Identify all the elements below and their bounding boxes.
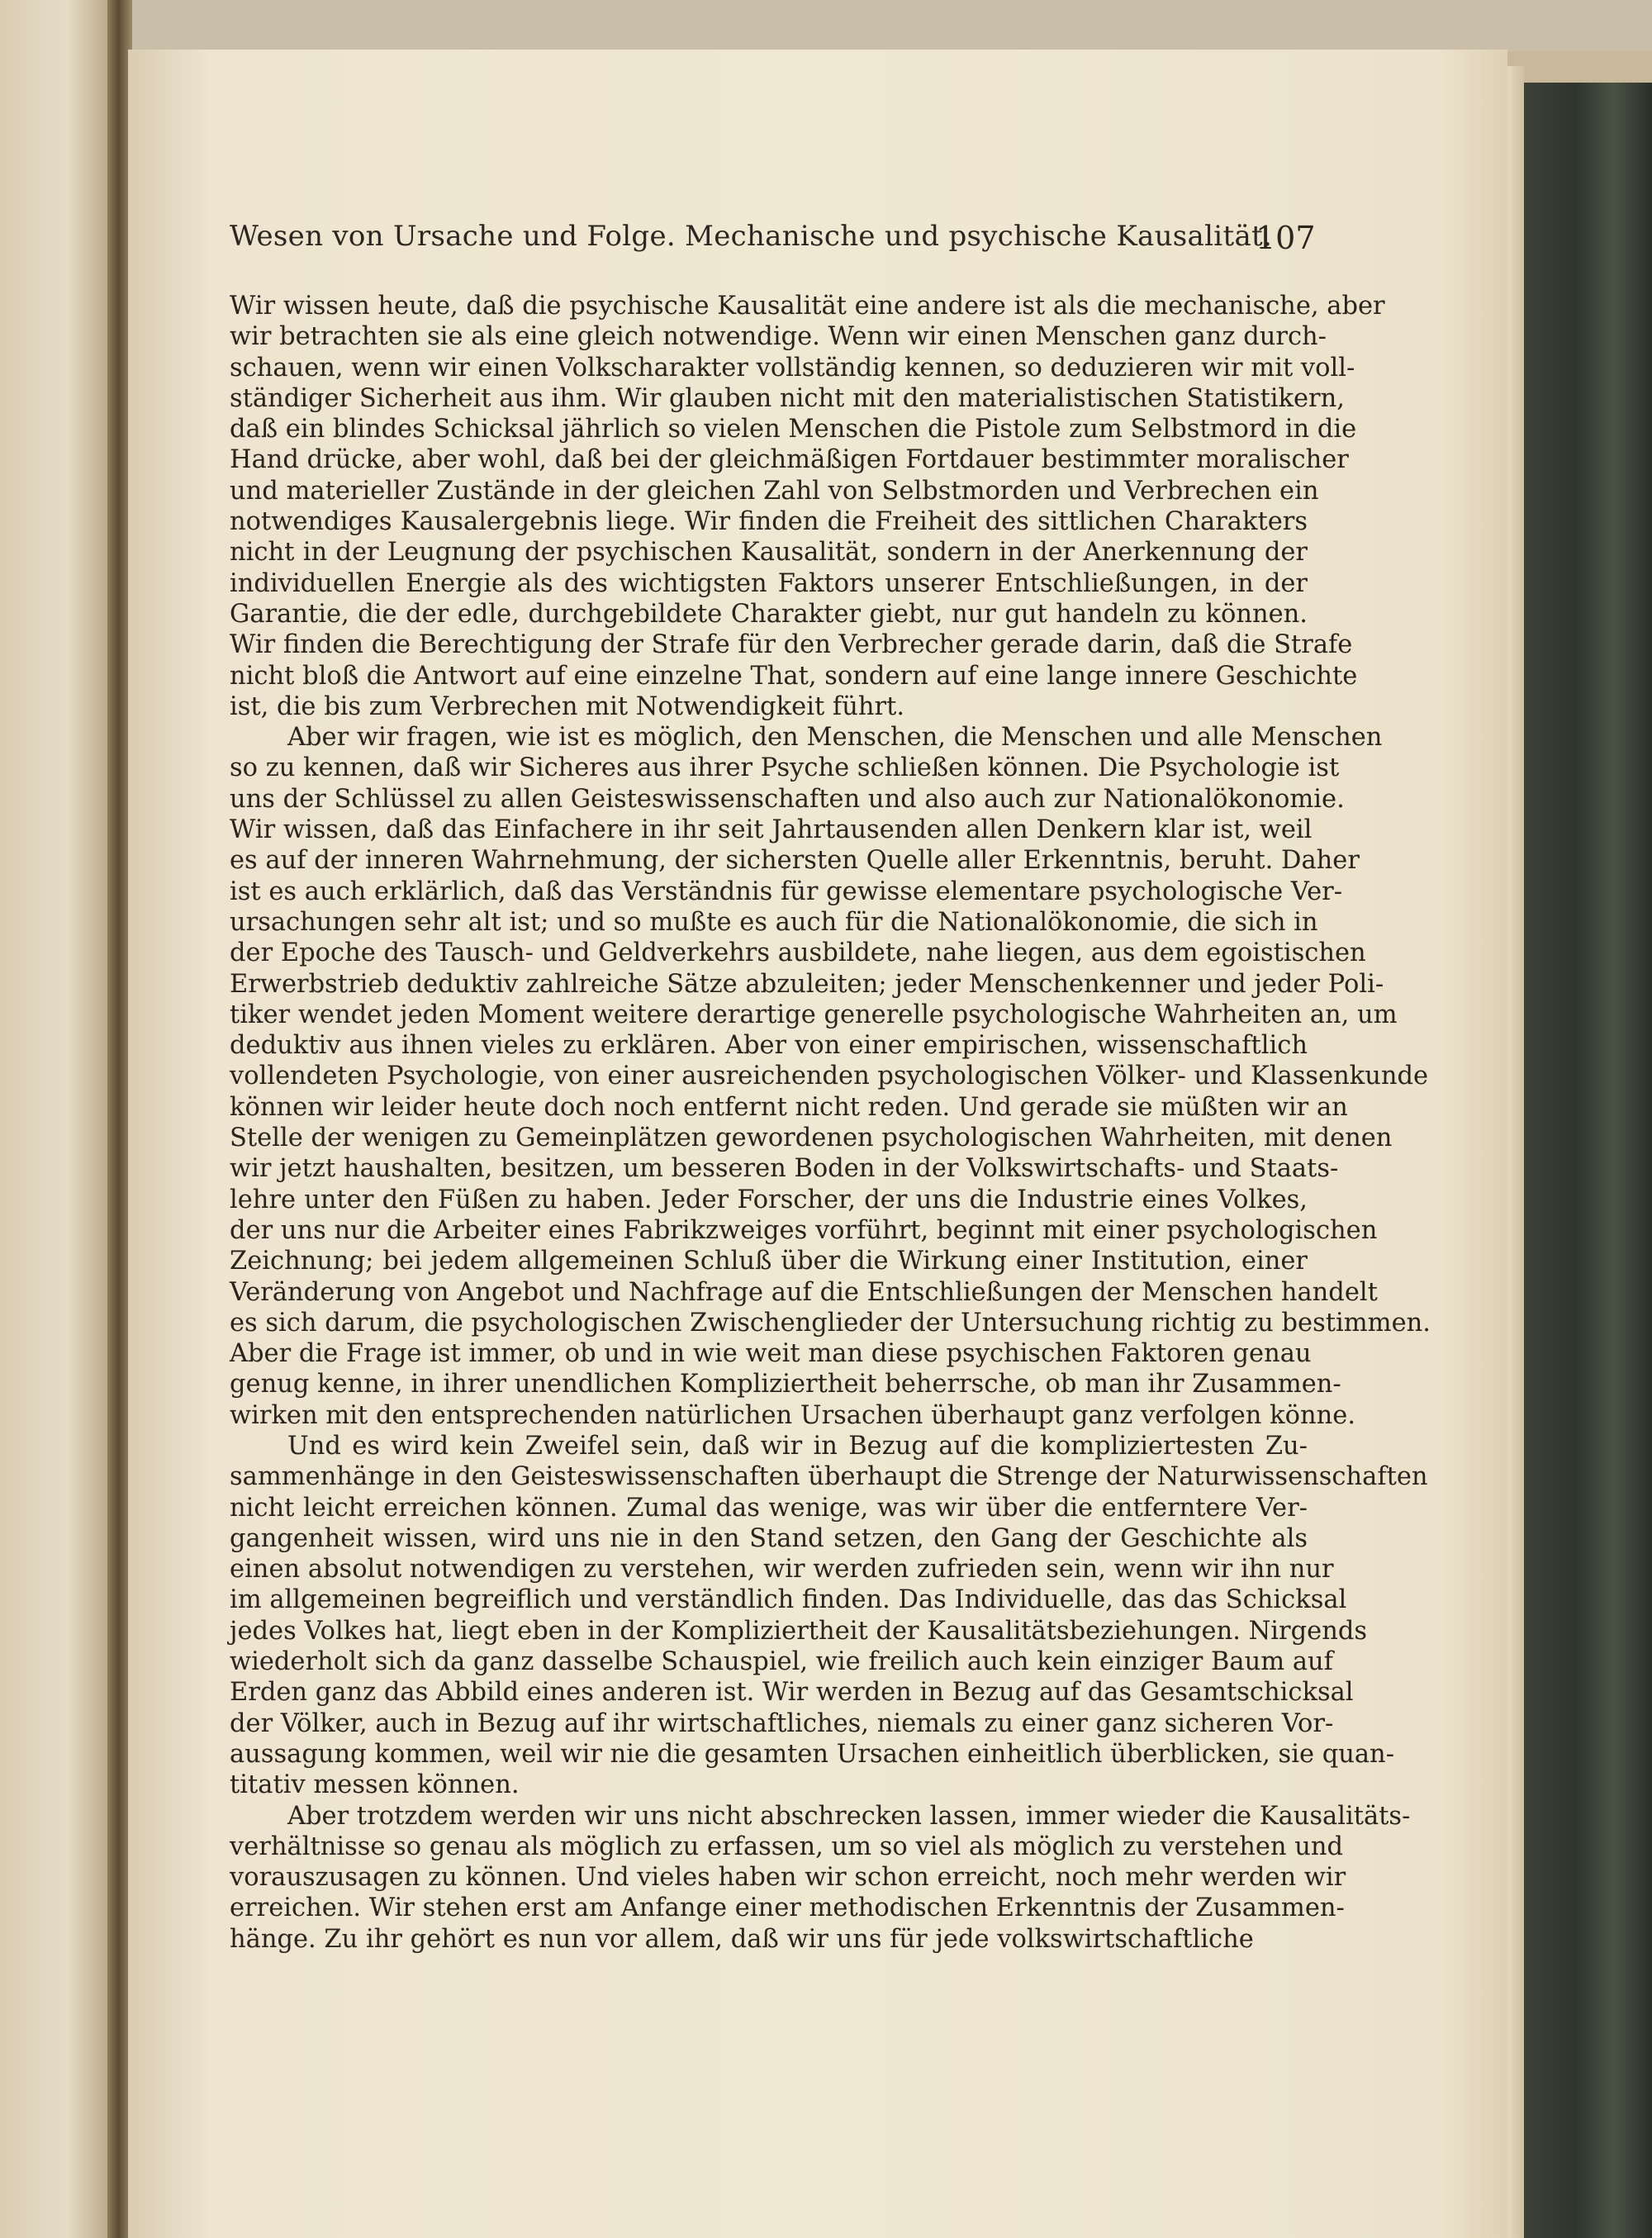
scan-background-top — [132, 0, 1652, 51]
text-line: genug kenne, in ihrer unendlichen Kompliziertheit beherrsche, ob man ihr Zusammen- — [230, 1370, 1341, 1399]
text-line: Veränderung von Angebot und Nachfrage auf die Entschließungen der Menschen handelt — [230, 1277, 1378, 1307]
facing-page-edge — [0, 0, 112, 2238]
text-line: ursachungen sehr alt ist; und so mußte es auch für die Nationalökonomie, die sich in — [230, 907, 1318, 937]
text-line: individuellen Energie als des wichtigsten Faktors unserer Entschließungen, in der — [230, 568, 1308, 598]
text-line: Und es wird kein Zweifel sein, daß wir in Bezug auf die kompliziertesten Zu- — [287, 1431, 1308, 1461]
text-line: lehre unter den Füßen zu haben. Jeder Forscher, der uns die Industrie eines Volkes, — [230, 1185, 1308, 1214]
text-line: wiederholt sich da ganz dasselbe Schauspiel, wie freilich auch kein einziger Baum auf — [230, 1647, 1333, 1677]
book-cover-edge — [1524, 83, 1652, 2238]
text-line: Erwerbstrieb deduktiv zahlreiche Sätze abzuleiten; jeder Menschenkenner und jeder Poli- — [230, 969, 1384, 999]
text-line: vorauszusagen zu können. Und vieles haben wir schon erreicht, noch mehr werden wir — [230, 1863, 1346, 1893]
text-line: sammenhänge in den Geisteswissenschaften überhaupt die Strenge der Naturwissenschaften — [230, 1462, 1428, 1492]
text-line: daß ein blindes Schicksal jährlich so vielen Menschen die Pistole zum Selbstmord in die — [230, 415, 1357, 444]
text-line: wir betrachten sie als eine gleich notwendige. Wenn wir einen Menschen ganz durch- — [230, 322, 1327, 352]
text-line: ständiger Sicherheit aus ihm. Wir glauben nicht mit den materialistischen Statistikern, — [230, 383, 1345, 413]
text-line: nicht in der Leugnung der psychischen Kausalität, sondern in der Anerkennung der — [230, 538, 1308, 568]
text-line: der Epoche des Tausch- und Geldverkehrs ausbildete, nahe liegen, aus dem egoistischen — [230, 938, 1366, 968]
text-line: ist, die bis zum Verbrechen mit Notwendigkeit führt. — [230, 691, 905, 721]
text-line: Garantie, die der edle, durchgebildete Charakter giebt, nur gut handeln zu können. — [230, 599, 1308, 629]
text-line: deduktiv aus ihnen vieles zu erklären. Aber von einer empirischen, wissenschaftlich — [230, 1031, 1308, 1061]
page-number: 107 — [1256, 220, 1316, 256]
text-line: tiker wendet jeden Moment weitere derartige generelle psychologische Wahrheiten an, um — [230, 1000, 1398, 1029]
text-line: uns der Schlüssel zu allen Geisteswissenschaften und also auch zur Nationalökonomie. — [230, 784, 1345, 814]
text-line: Hand drücke, aber wohl, daß bei der gleichmäßigen Fortdauer bestimmter moralischer — [230, 445, 1349, 475]
text-line: Aber wir fragen, wie ist es möglich, den Menschen, die Menschen und alle Menschen — [287, 723, 1383, 753]
text-line: Stelle der wenigen zu Gemeinplätzen gewordenen psychologischen Wahrheiten, mit denen — [230, 1124, 1393, 1153]
text-line: es auf der inneren Wahrnehmung, der sichersten Quelle aller Erkenntnis, beruht. Daher — [230, 846, 1360, 876]
text-line: wir jetzt haushalten, besitzen, um besseren Boden in der Volkswirtschafts- und Staats- — [230, 1154, 1339, 1184]
text-line: Wir finden die Berechtigung der Strafe für den Verbrecher gerade darin, daß die Strafe — [230, 630, 1353, 660]
body-text — [230, 291, 1431, 1955]
text-line: nicht bloß die Antwort auf eine einzelne That, sondern auf eine lange innere Geschichte — [230, 661, 1358, 691]
text-line: einen absolut notwendigen zu verstehen, wir werden zufrieden sein, wenn wir ihn nur — [230, 1555, 1334, 1585]
text-line: Aber trotzdem werden wir uns nicht abschrecken lassen, immer wieder die Kausalitäts- — [287, 1801, 1411, 1831]
text-line: können wir leider heute doch noch entfernt nicht reden. Und gerade sie müßten wir an — [230, 1092, 1348, 1122]
text-line: und materieller Zustände in der gleichen Zahl von Selbstmorden und Verbrechen ein — [230, 476, 1319, 506]
text-line: schauen, wenn wir einen Volkscharakter vollständig kennen, so deduzieren wir mit voll- — [230, 353, 1355, 383]
text-line: gangenheit wissen, wird uns nie in den Stand setzen, den Gang der Geschichte als — [230, 1523, 1308, 1553]
text-line: Wir wissen, daß das Einfachere in ihr seit Jahrtausenden allen Denkern klar ist, weil — [230, 815, 1313, 845]
text-line: aussagung kommen, weil wir nie die gesamten Ursachen einheitlich überblicken, sie quan- — [230, 1739, 1394, 1769]
text-line: erreichen. Wir stehen erst am Anfange einer methodischen Erkenntnis der Zusammen- — [230, 1894, 1345, 1923]
text-line: im allgemeinen begreiflich und verständlich finden. Das Individuelle, das das Schicksal — [230, 1585, 1347, 1615]
page-edge — [1507, 66, 1524, 2238]
text-line: Erden ganz das Abbild eines anderen ist. Wir werden in Bezug auf das Gesamtschicksal — [230, 1678, 1354, 1708]
text-line: titativ messen können. — [230, 1770, 520, 1800]
text-line: Wir wissen heute, daß die psychische Kausalität eine andere ist als die mechanische, aber — [230, 292, 1385, 321]
text-line: verhältnisse so genau als möglich zu erfassen, um so viel als möglich zu verstehen und — [230, 1832, 1344, 1861]
text-line: ist es auch erklärlich, daß das Verständnis für gewisse elementare psychologische Ver- — [230, 877, 1343, 906]
text-line: wirken mit den entsprechenden natürlichen Ursachen überhaupt ganz verfolgen könne. — [230, 1400, 1356, 1430]
text-line: nicht leicht erreichen können. Zumal das wenige, was wir über die entferntere Ver- — [230, 1493, 1308, 1523]
text-line: jedes Volkes hat, liegt eben in der Kompliziertheit der Kausalitätsbeziehungen. Nirgends — [230, 1616, 1368, 1646]
text-line: so zu kennen, daß wir Sicheres aus ihrer Psyche schließen können. Die Psychologie ist — [230, 753, 1340, 783]
text-line: notwendiges Kausalergebnis liege. Wir finden die Freiheit des sittlichen Charakters — [230, 507, 1308, 537]
text-line: es sich darum, die psychologischen Zwischenglieder der Untersuchung richtig zu bestimmen. — [230, 1308, 1431, 1338]
text-line: der uns nur die Arbeiter eines Fabrikzweiges vorführt, beginnt mit einer psychologischen — [230, 1215, 1378, 1245]
text-line: Aber die Frage ist immer, ob und in wie weit man diese psychischen Faktoren genau — [230, 1339, 1312, 1369]
text-line: der Völker, auch in Bezug auf ihr wirtschaftliches, niemals zu einer ganz sicheren Vor- — [230, 1708, 1334, 1738]
text-line: vollendeten Psychologie, von einer ausreichenden psychologischen Völker- und Klassenkunde — [230, 1062, 1429, 1091]
text-line: hänge. Zu ihr gehört es nun vor allem, daß wir uns für jede volkswirtschaftliche — [230, 1924, 1254, 1954]
running-header: Wesen von Ursache und Folge. Mechanische und psychische Kausalität. — [230, 220, 1273, 253]
text-line: Zeichnung; bei jedem allgemeinen Schluß über die Wirkung einer Institution, einer — [230, 1247, 1308, 1276]
